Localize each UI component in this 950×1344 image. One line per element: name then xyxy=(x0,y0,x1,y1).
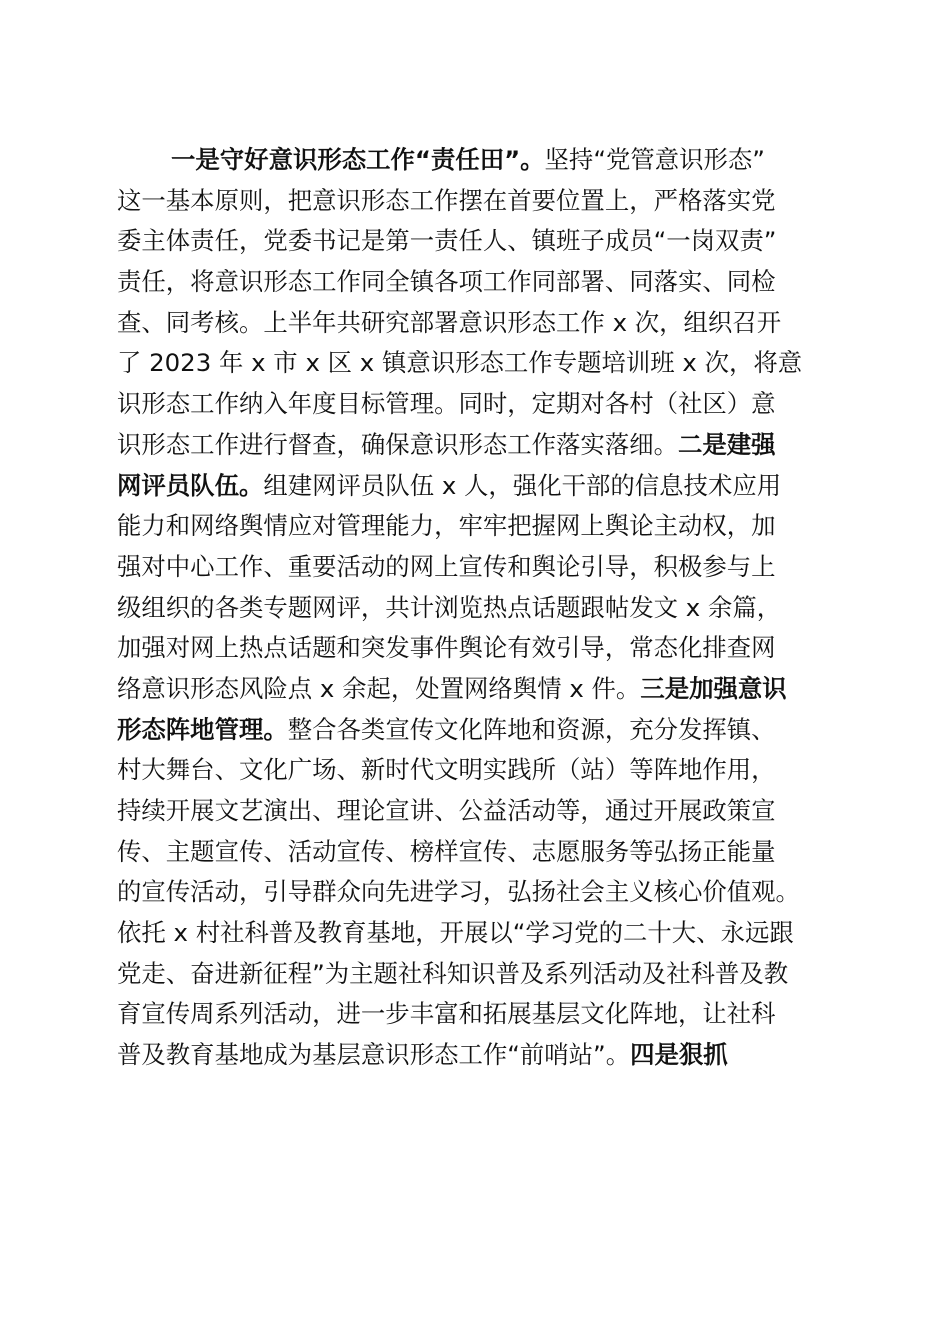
text-run: 持续开展文艺演出、理论宣讲、公益活动等，通过开展政策宣 xyxy=(117,796,776,825)
body-paragraph xyxy=(117,140,827,1076)
paragraph-line xyxy=(117,181,827,222)
text-run: 责任，将意识形态工作同全镇各项工作同部署、同落实、同检 xyxy=(117,267,776,297)
paragraph-line xyxy=(117,506,827,547)
paragraph-line xyxy=(117,588,827,629)
heading-phrase: 形态阵地管理。 xyxy=(117,714,288,744)
text-run: 强对中心工作、重要活动的网上宣传和舆论引导，积极参与上 xyxy=(117,551,776,581)
heading-phrase: 三是加强意识 xyxy=(640,673,787,703)
paragraph-line xyxy=(117,832,827,873)
paragraph-line xyxy=(117,994,827,1035)
text-run: 能力和网络舆情应对管理能力，牢牢把握网上舆论主动权，加 xyxy=(117,511,776,541)
paragraph-line xyxy=(117,954,827,995)
text-run: 查、同考核。上半年共研究部署意识形态工作 x 次，组织召开 xyxy=(117,307,782,337)
text-run: 络意识形态风险点 x 余起，处置网络舆情 x 件。 xyxy=(117,673,641,703)
text-run: 村大舞台、文化广场、新时代文明实践所（站）等阵地作用， xyxy=(117,755,776,785)
text-run: 整合各类宣传文化阵地和资源，充分发挥镇、 xyxy=(287,714,776,744)
text-run: 级组织的各类专题网评，共计浏览热点话题跟帖发文 x 余篇， xyxy=(117,592,782,622)
paragraph-line xyxy=(117,384,827,425)
text-run: 了 2023 年 x 市 x 区 x 镇意识形态工作专题培训班 x 次，将意 xyxy=(117,348,803,378)
heading-phrase: 网评员队伍。 xyxy=(117,470,264,500)
text-run: 依托 x 村社科普及教育基地，开展以“学习党的二十大、永远跟 xyxy=(117,918,794,948)
heading-phrase: 一是守好意识形态工作“责任田”。 xyxy=(171,145,545,174)
text-run: 这一基本原则，把意识形态工作摆在首要位置上，严格落实党 xyxy=(117,185,776,215)
paragraph-line xyxy=(117,262,827,303)
text-run: 的宣传活动，引导群众向先进学习，弘扬社会主义核心价值观。 xyxy=(117,877,800,907)
text-run: 党走、奋进新征程”为主题社科知识普及系列活动及社科普及教 xyxy=(117,958,789,988)
heading-phrase: 四是狠抓 xyxy=(630,1040,728,1070)
paragraph-line xyxy=(117,303,827,344)
paragraph-line xyxy=(117,750,827,791)
text-run: 坚持“党管意识形态” xyxy=(544,145,765,174)
text-run: 识形态工作进行督查，确保意识形态工作落实落细。 xyxy=(117,429,678,459)
text-run: 加强对网上热点话题和突发事件舆论有效引导，常态化排查网 xyxy=(117,633,776,663)
paragraph-line xyxy=(117,221,827,262)
paragraph-line xyxy=(117,425,827,466)
text-run: 普及教育基地成为基层意识形态工作“前哨站”。 xyxy=(117,1040,631,1070)
paragraph-line xyxy=(117,343,827,384)
text-run: 识形态工作纳入年度目标管理。同时，定期对各村（社区）意 xyxy=(117,389,776,419)
paragraph-line xyxy=(117,710,827,751)
paragraph-line xyxy=(117,1035,827,1076)
text-run: 育宣传周系列活动，进一步丰富和拓展基层文化阵地，让社科 xyxy=(117,999,776,1029)
heading-phrase: 二是建强 xyxy=(678,429,776,459)
paragraph-line xyxy=(117,628,827,669)
paragraph-line xyxy=(117,669,827,710)
paragraph-line xyxy=(117,791,827,832)
paragraph-line xyxy=(117,913,827,954)
paragraph-line xyxy=(117,547,827,588)
text-run: 组建网评员队伍 x 人，强化干部的信息技术应用 xyxy=(263,470,782,500)
text-run: 传、主题宣传、活动宣传、榜样宣传、志愿服务等弘扬正能量 xyxy=(117,836,776,866)
text-run: 委主体责任，党委书记是第一责任人、镇班子成员“一岗双责” xyxy=(117,226,777,256)
paragraph-line xyxy=(117,872,827,913)
paragraph-line xyxy=(117,466,827,507)
paragraph-line xyxy=(117,140,827,181)
